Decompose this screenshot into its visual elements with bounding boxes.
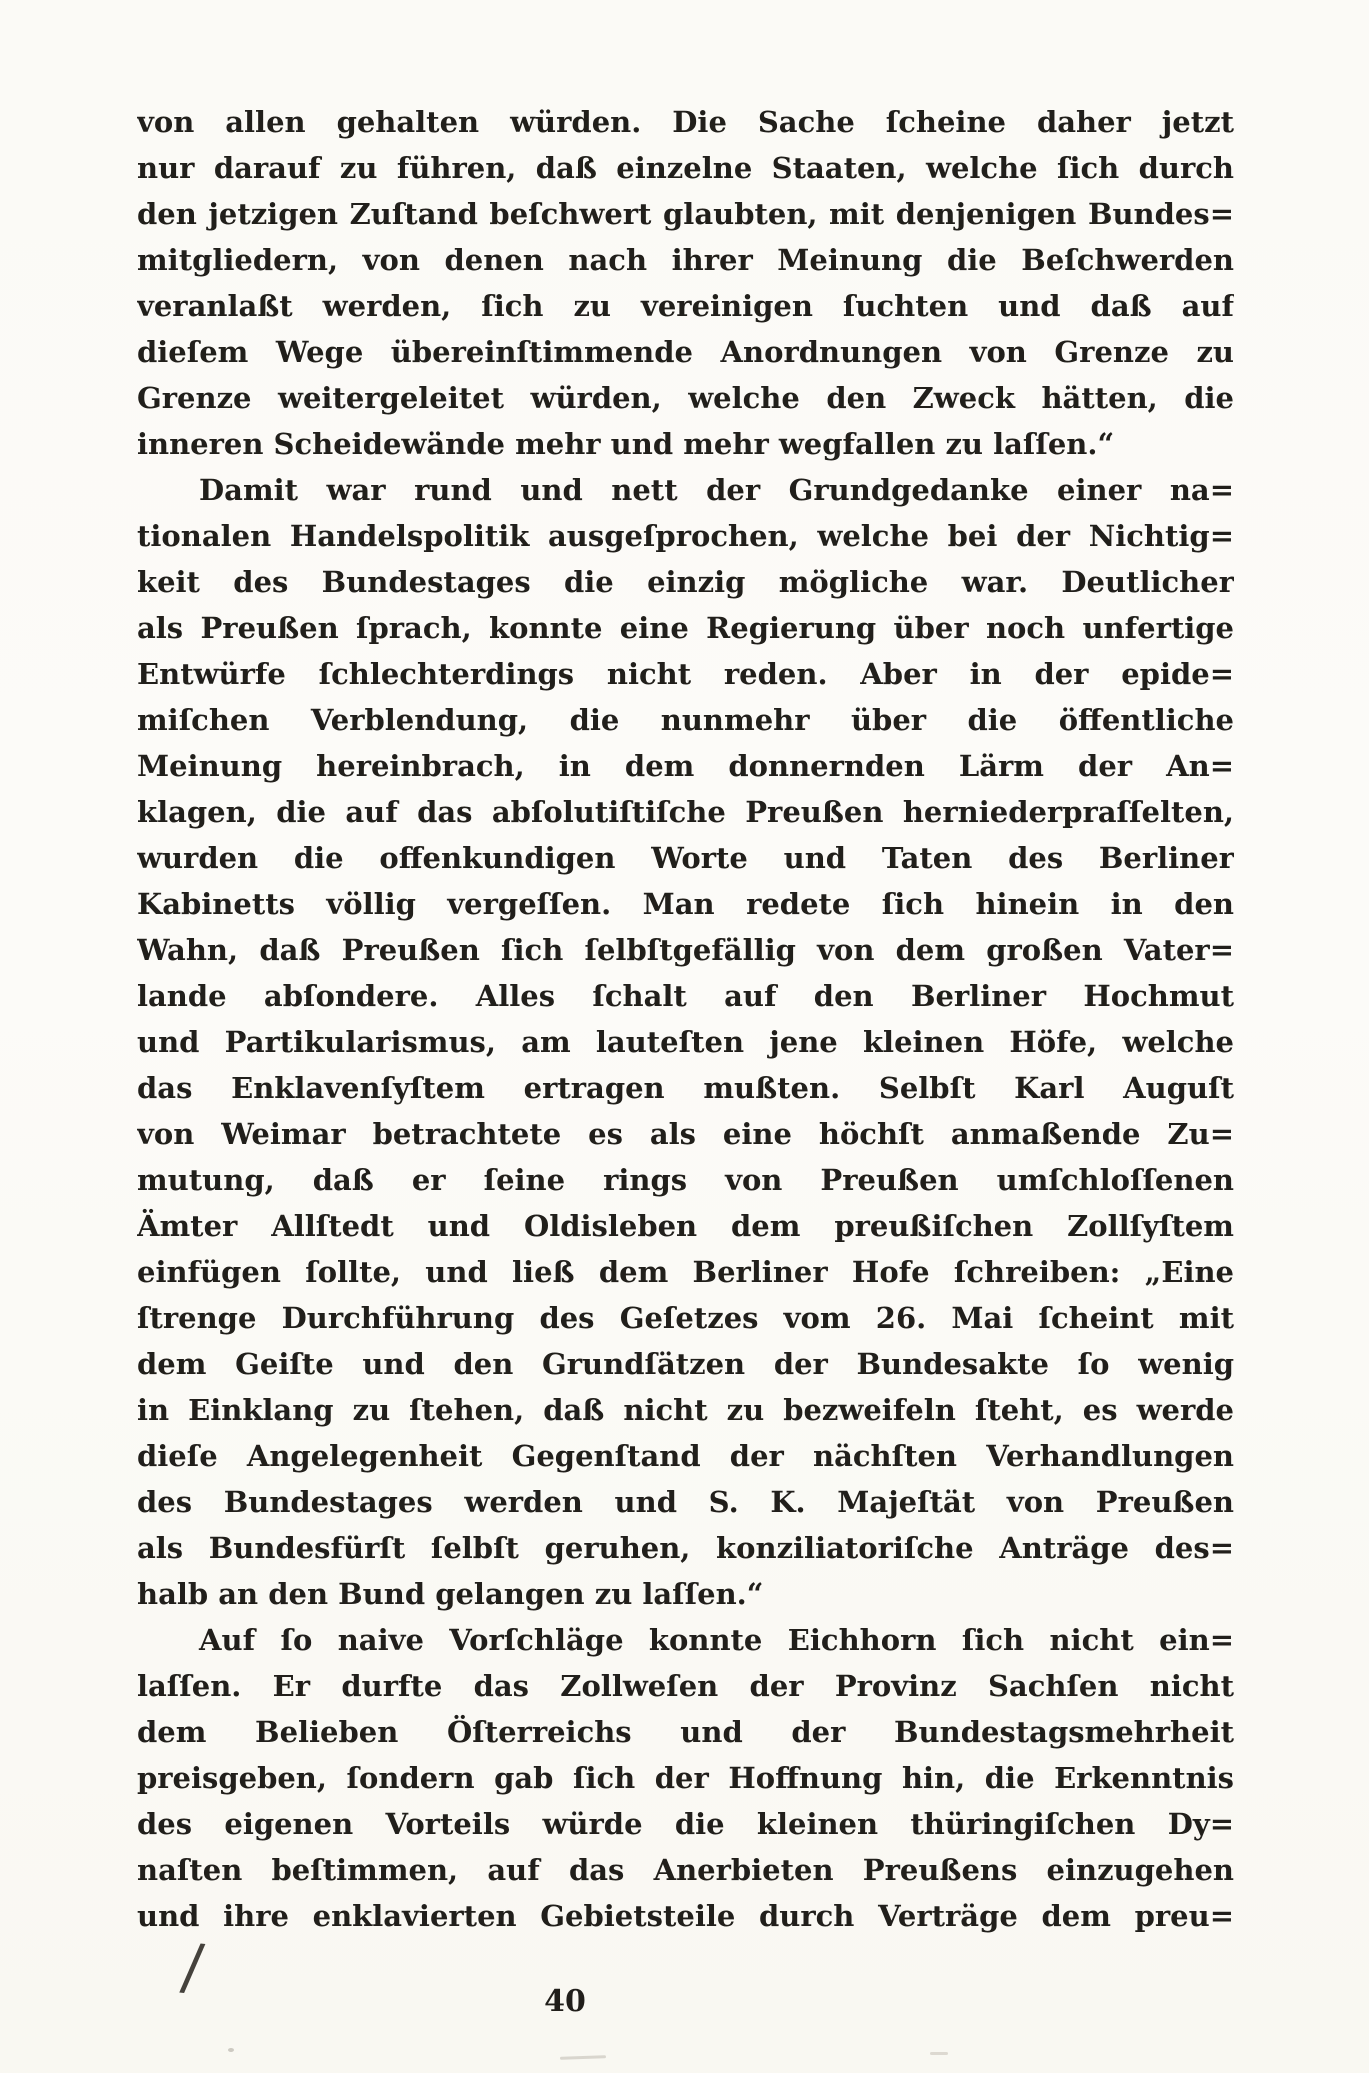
scan-artifact [228,2048,234,2052]
text-line: als Preußen ſprach, konnte eine Regierung über noch unfertige [137,611,1234,645]
text-line: keit des Bundestages die einzig mögliche war. Deutlicher [137,565,1234,599]
scan-artifact [930,2052,948,2055]
text-line: nur darauf zu führen, daß einzelne Staaten, welche ſich durch [137,151,1234,185]
text-line: Auf ſo naive Vorſchläge konnte Eichhorn ſich nicht ein= [199,1623,1234,1657]
text-line: von allen gehalten würden. Die Sache ſcheine daher jetzt [137,105,1234,139]
text-line: des Bundestages werden und S. K. Majeſtät von Preußen [137,1485,1234,1519]
text-line: von Weimar betrachtete es als eine höchſt anmaßende Zu= [137,1117,1234,1151]
text-line: Ämter Allſtedt und Oldisleben dem preußiſchen Zollſyſtem [137,1209,1234,1243]
text-line: lande abſondere. Alles ſchalt auf den Berliner Hochmut [137,979,1234,1013]
text-line: Damit war rund und nett der Grundgedanke einer na= [199,473,1234,507]
text-line: das Enklavenſyſtem ertragen mußten. Selbſt Karl Auguſt [137,1071,1234,1105]
scan-artifact [560,2055,606,2060]
text-block [137,99,1234,1939]
text-line: des eigenen Vorteils würde die kleinen thüringiſchen Dy= [137,1807,1234,1841]
paragraph [137,99,1234,467]
text-line: mutung, daß er ſeine rings von Preußen umſchloſſenen [137,1163,1234,1197]
text-line: preisgeben, ſondern gab ſich der Hoffnung hin, die Erkenntnis [137,1761,1234,1795]
text-line: dieſe Angelegenheit Gegenſtand der nächſten Verhandlungen [137,1439,1234,1473]
text-line: wurden die offenkundigen Worte und Taten des Berliner [137,841,1234,875]
text-line: den jetzigen Zuſtand beſchwert glaubten, mit denjenigen Bundes= [137,197,1234,231]
text-line: naſten beſtimmen, auf das Anerbieten Preußens einzugehen [137,1853,1234,1887]
text-line: in Einklang zu ſtehen, daß nicht zu bezweifeln ſteht, es werde [137,1393,1234,1427]
text-line: Wahn, daß Preußen ſich ſelbſtgefällig von dem großen Vater= [137,933,1234,967]
paragraph [137,467,1234,1617]
text-line: Entwürfe ſchlechterdings nicht reden. Aber in der epide= [137,657,1234,691]
margin-mark: / [178,1929,207,2004]
text-line: tionalen Handelspolitik ausgeſprochen, welche bei der Nichtig= [137,519,1234,553]
text-line: dieſem Wege übereinſtimmende Anordnungen von Grenze zu [137,335,1234,369]
text-line: dem Belieben Öſterreichs und der Bundestagsmehrheit [137,1715,1234,1749]
text-line: veranlaßt werden, ſich zu vereinigen ſuchten und daß auf [137,289,1234,323]
text-line: als Bundesfürſt ſelbſt geruhen, konziliatoriſche Anträge des= [137,1531,1234,1565]
text-line: klagen, die auf das abſolutiſtiſche Preußen herniederpraſſelten, [137,795,1234,829]
text-line: Meinung hereinbrach, in dem donnernden Lärm der An= [137,749,1234,783]
text-line: und Partikularismus, am lauteſten jene kleinen Höfe, welche [137,1025,1234,1059]
page-number: 40 [544,1984,586,2019]
paragraph [137,1617,1234,1939]
text-line: Grenze weitergeleitet würden, welche den Zweck hätten, die [137,381,1234,415]
text-line: mitgliedern, von denen nach ihrer Meinung die Beſchwerden [137,243,1234,277]
text-line: halb an den Bund gelangen zu laſſen.“ [137,1577,764,1611]
text-line: einfügen ſollte, und ließ dem Berliner Hofe ſchreiben: „Eine [137,1255,1234,1289]
text-line: und ihre enklavierten Gebietsteile durch Verträge dem preu= [137,1899,1234,1933]
text-line: miſchen Verblendung, die nunmehr über die öffentliche [137,703,1234,737]
text-line: ſtrenge Durchführung des Geſetzes vom 26. Mai ſcheint mit [137,1301,1234,1335]
text-line: dem Geiſte und den Grundſätzen der Bundesakte ſo wenig [137,1347,1234,1381]
text-line: Kabinetts völlig vergeſſen. Man redete ſich hinein in den [137,887,1234,921]
text-line: laſſen. Er durfte das Zollweſen der Provinz Sachſen nicht [137,1669,1234,1703]
text-line: inneren Scheidewände mehr und mehr wegfallen zu laſſen.“ [137,427,1115,461]
